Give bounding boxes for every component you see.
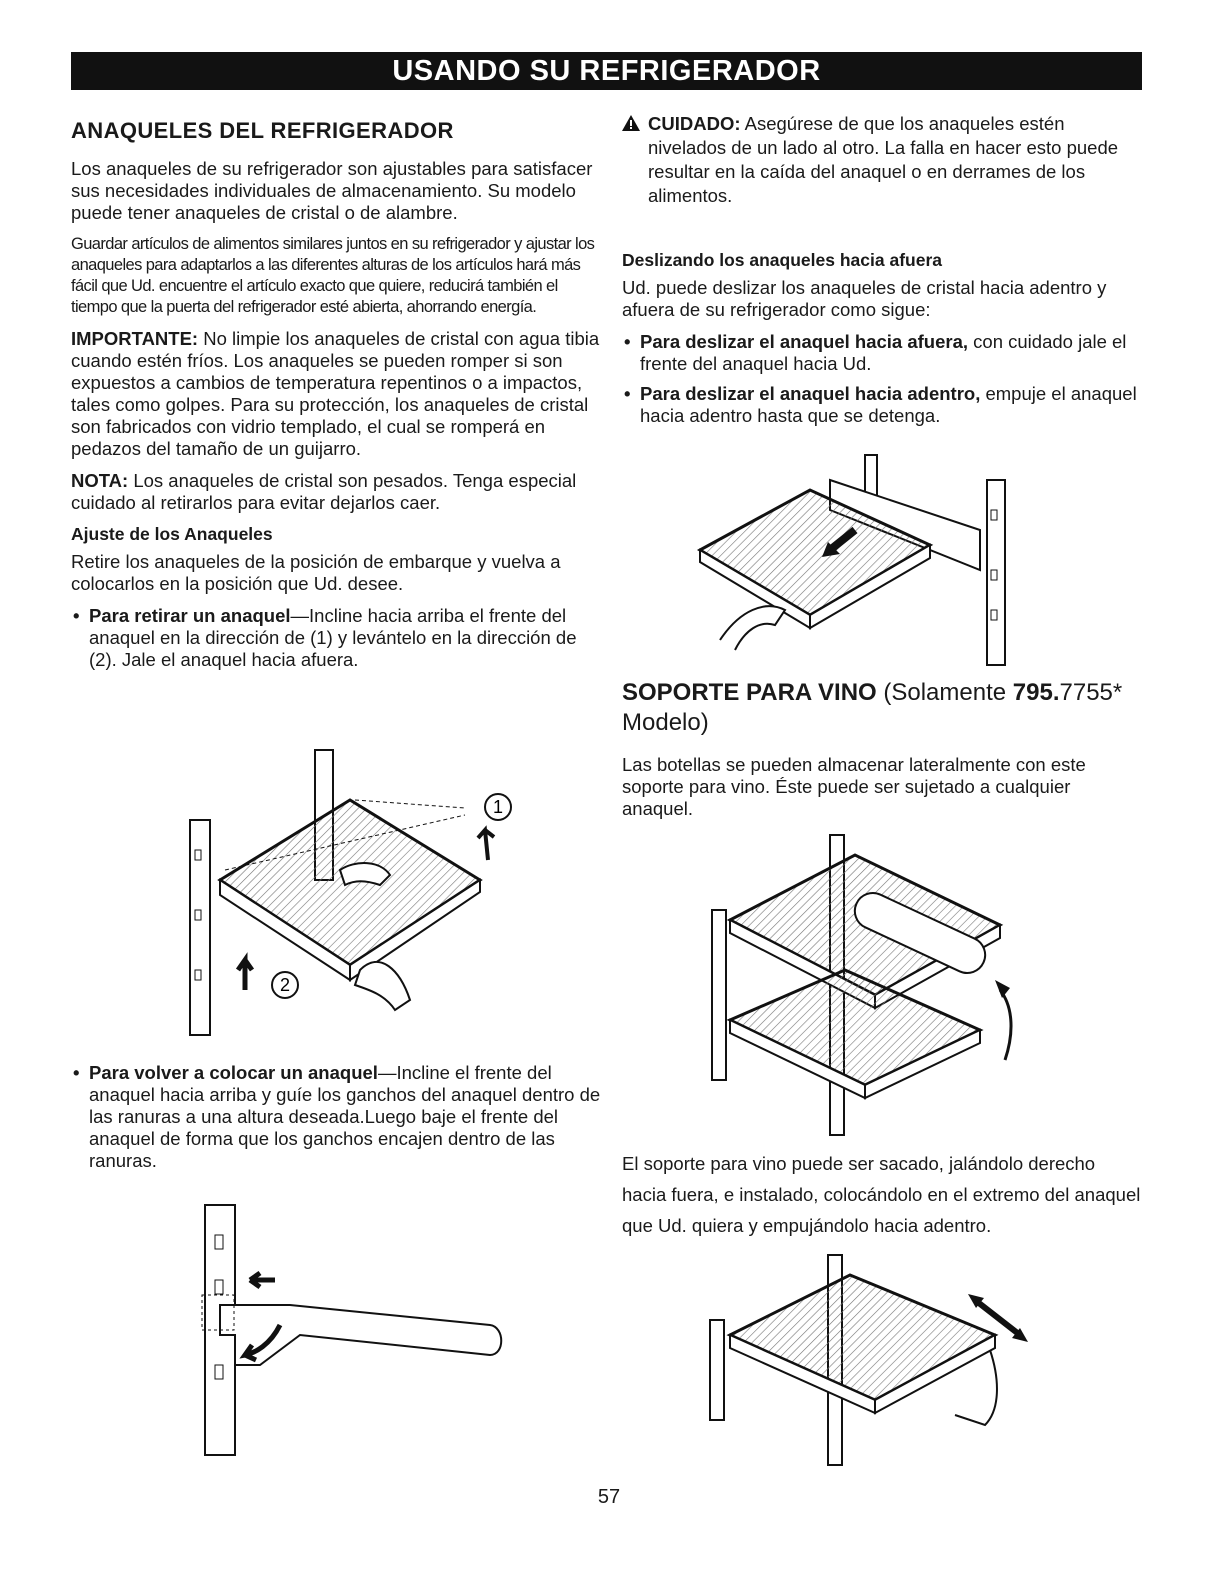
tip-paragraph: Guardar artículos de alimentos similares juntos en su refrigerador y ajustar los anaqueles para adaptarlos a las diferentes alturas de los artículos hará más fácil que Ud. encuentre el artículo exacto que quiere, reducirá también el tiempo que la puerta del refrigerador esté abierta, ahorrando energía. <box>71 235 595 316</box>
slide-in-label: Para deslizar el anaquel hacia adentro, <box>640 383 981 404</box>
right-column <box>622 112 1142 437</box>
important-label: IMPORTANTE: <box>71 328 199 349</box>
wine-section <box>622 678 1142 830</box>
slide-out-item <box>622 331 1142 375</box>
note-paragraph <box>71 470 601 514</box>
remove-item <box>71 605 601 671</box>
warning-icon <box>622 115 640 131</box>
replace-list <box>71 1062 601 1172</box>
adjust-paragraph: Retire los anaqueles de la posición de embarque y vuelva a colocarlos en la posición que Ud. desee. <box>71 551 561 594</box>
remove-label: Para retirar un anaquel <box>89 605 291 626</box>
wine-paragraph: Las botellas se pueden almacenar lateralmente con este soporte para vino. Éste puede ser sujetado a cualquier anaquel. <box>622 754 1086 819</box>
slide-out-label: Para deslizar el anaquel hacia afuera, <box>640 331 969 352</box>
wine-heading-sub-1: (Solamente <box>876 679 1013 706</box>
page-number: 57 <box>597 1486 621 1508</box>
remove-text: —Incline hacia arriba el frente del anaquel en la dirección de (1) y levántelo en la dirección de (2). Jale el anaquel hacia afuera. <box>89 605 577 670</box>
adjust-heading: Ajuste de los Anaqueles <box>71 524 273 544</box>
replace-shelf-illustration <box>190 1195 520 1460</box>
intro-paragraph: Los anaqueles de su refrigerador son ajustables para satisfacer sus necesidades individuales de almacenamiento. Su modelo puede tener anaqueles de cristal o de alambre. <box>71 158 593 223</box>
remove-list <box>71 605 601 671</box>
remove-shelf-illustration <box>180 740 530 1040</box>
fig1-label-1: 1 <box>492 797 504 817</box>
wine-rack-install-illustration <box>700 1250 1040 1470</box>
slide-in-item <box>622 383 1142 427</box>
section-heading-shelves: ANAQUELES DEL REFRIGERADOR <box>71 118 454 143</box>
left-column <box>71 112 601 681</box>
replace-text: —Incline el frente del anaquel hacia arriba y guíe los ganchos del anaquel dentro de las ranuras a una altura deseada.Luego baje el frente del anaquel de forma que los ganchos encajen dentro de las ranuras. <box>89 1062 601 1171</box>
note-label: NOTA: <box>71 470 129 491</box>
caution-paragraph <box>622 112 1142 208</box>
replace-item <box>71 1062 601 1172</box>
replace-label: Para volver a colocar un anaquel <box>89 1062 378 1083</box>
slide-paragraph: Ud. puede deslizar los anaqueles de cristal hacia adentro y afuera de su refrigerador como sigue: <box>622 277 1107 320</box>
caution-text: Asegúrese de que los anaqueles estén nivelados de un lado al otro. La falla en hacer esto puede resultar en la caída del anaquel o en derrames de los alimentos. <box>648 113 1119 206</box>
page-banner: USANDO SU REFRIGERADOR <box>71 52 1142 90</box>
slide-heading: Deslizando los anaqueles hacia afuera <box>622 250 942 270</box>
wine-install-section <box>622 1148 1142 1251</box>
wine-heading-label: SOPORTE PARA VINO <box>622 679 877 706</box>
wine-heading-sub-2: 7755* Modelo) <box>622 679 1123 736</box>
wine-install-paragraph: El soporte para vino puede ser sacado, jalándolo derecho hacia fuera, e instalado, colocándolo en el extremo del anaquel que Ud. quiera y empujándolo hacia adentro. <box>622 1153 1141 1236</box>
important-text: No limpie los anaqueles de cristal con agua tibia cuando estén fríos. Los anaqueles se pueden romper si son expuestos a cambios de temperatura repentinos o a impactos, tales como golpes. Para su protección, los anaqueles de cristal son fabricados con vidrio templado, el cual se romperá en pedazos del tamaño de un guijarro. <box>71 328 600 459</box>
wine-model: 795. <box>1012 679 1060 706</box>
slide-in-text: empuje el anaquel hacia adentro hasta que se detenga. <box>640 383 1137 426</box>
important-paragraph <box>71 328 601 460</box>
slide-shelf-illustration <box>690 450 1020 670</box>
replace-section <box>71 1062 601 1182</box>
note-text: Los anaqueles de cristal son pesados. Tenga especial cuidado al retirarlos para evitar dejarlos caer. <box>71 470 577 513</box>
wine-heading <box>622 678 1142 738</box>
caution-label: CUIDADO: <box>648 113 741 134</box>
slide-out-text: con cuidado jale el frente del anaquel hacia Ud. <box>640 331 1127 374</box>
wine-rack-illustration <box>700 830 1020 1140</box>
fig1-label-2: 2 <box>279 975 291 995</box>
slide-list <box>622 331 1142 427</box>
